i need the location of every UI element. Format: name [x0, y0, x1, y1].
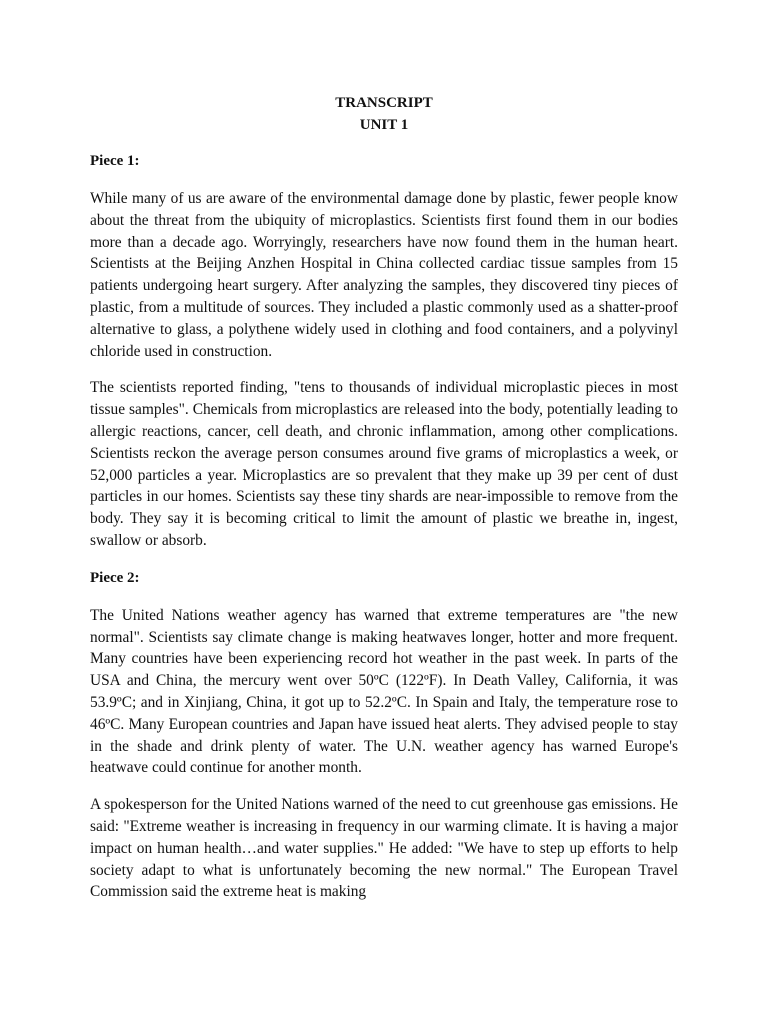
document-title: TRANSCRIPT [335, 95, 433, 111]
piece-1-paragraph-1: While many of us are aware of the environmental damage done by plastic, fewer people know about the threat from the ubiquity of microplastics. Scientists first found them in our bodies more than a decade ago. Worryingly, researchers have now found them in the human heart. Scientists at the Beijing Anzhen Hospital in China collected cardiac tissue samples from 15 patients undergoing heart surgery. After analyzing the samples, they discovered tiny pieces of plastic, from a multitude of sources. They included a plastic commonly used as a shatter-proof alternative to glass, a polythene widely used in clothing and food containers, and a polyvinyl chloride used in construction. [90, 190, 678, 360]
transcript-page [90, 92, 678, 903]
piece-1-heading: Piece 1: [90, 153, 140, 169]
piece-2-section [90, 567, 678, 903]
document-subtitle: UNIT 1 [359, 117, 409, 133]
piece-2-paragraph-2: A spokesperson for the United Nations warned of the need to cut greenhouse gas emissions. He said: "Extreme weather is increasing in frequency in our warming climate. It is having a major impact on human health…and water supplies." He added: "We have to step up efforts to help society adapt to what is unfortunately becoming the new normal." The European Travel Commission said the extreme heat is making [90, 796, 678, 901]
piece-1-section [90, 150, 678, 552]
piece-1-paragraph-2: The scientists reported finding, "tens to thousands of individual microplastic pieces in most tissue samples". Chemicals from microplastics are released into the body, potentially leading to allergic reactions, cancer, cell death, and chronic inflammation, among other complications. Scientists reckon the average person consumes around five grams of microplastics a week, or 52,000 particles a year. Microplastics are so prevalent that they make up 39 per cent of dust particles in our homes. Scientists say these tiny shards are near-impossible to remove from the body. They say it is becoming critical to limit the amount of plastic we breathe in, ingest, swallow or absorb. [90, 379, 678, 549]
piece-2-heading: Piece 2: [90, 569, 140, 586]
piece-2-paragraph-1: The United Nations weather agency has warned that extreme temperatures are "the new normal". Scientists say climate change is making heatwaves longer, hotter and more frequent. Many countries have been experiencing record hot weather in the past week. In parts of the USA and China, the mercury went over 50ºC (122ºF). In Death Valley, California, it was 53.9ºC; and in Xinjiang, China, it got up to 52.2ºC. In Spain and Italy, the temperature rose to 46ºC. Many European countries and Japan have issued heat alerts. They advised people to stay in the shade and drink plenty of water. The U.N. weather agency has warned Europe's heatwave could continue for another month. [90, 606, 678, 777]
